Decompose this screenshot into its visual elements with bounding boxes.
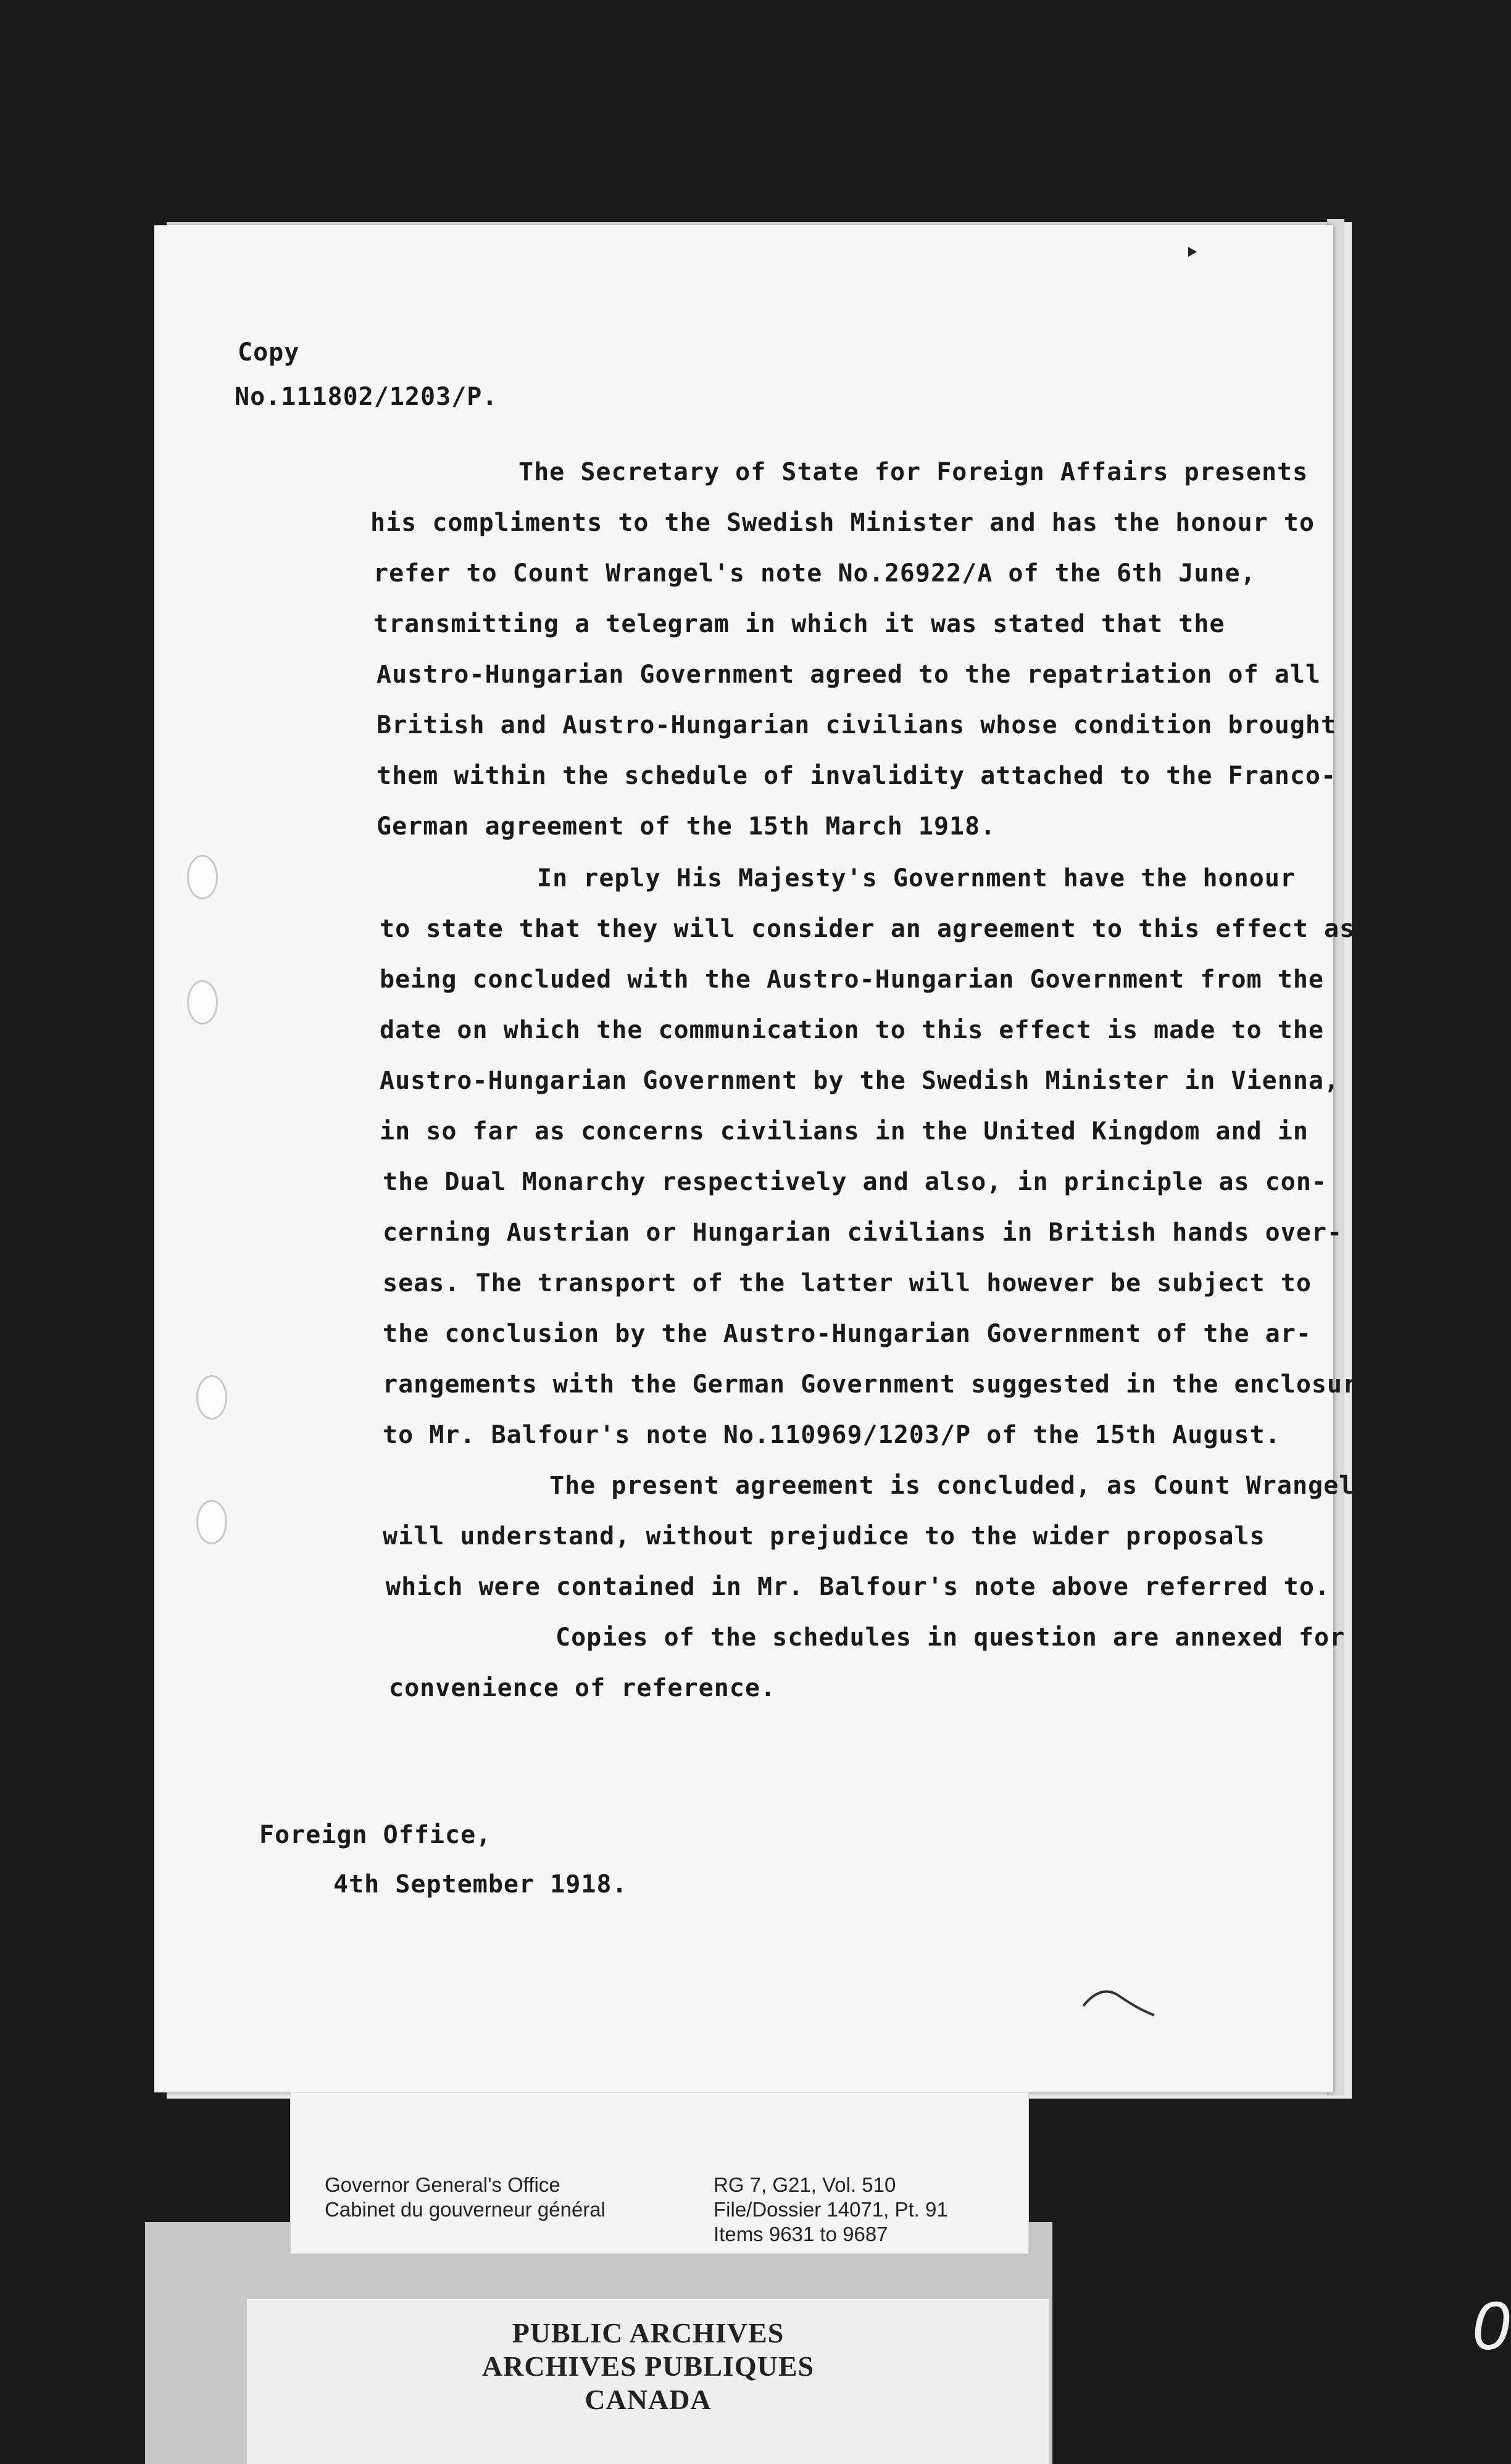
body-line: will understand, without prejudice to the wider proposals — [383, 1522, 1265, 1550]
body-line: cerning Austrian or Hungarian civilians in British hands over- — [383, 1218, 1343, 1247]
punch-hole — [187, 980, 218, 1025]
closing-date: 4th September 1918. — [333, 1870, 628, 1899]
body-line: his compliments to the Swedish Minister and has the honour to — [370, 509, 1315, 537]
body-line: the Dual Monarchy respectively and also, in principle as con- — [383, 1168, 1328, 1196]
body-line: In reply His Majesty's Government have the honour — [537, 864, 1296, 893]
body-line: British and Austro-Hungarian civilians whose condition brought — [377, 711, 1337, 739]
stamp-line-2: ARCHIVES PUBLIQUES — [481, 2350, 815, 2382]
handwritten-mark — [1080, 1981, 1160, 2018]
body-line: date on which the communication to this effect is made to the — [380, 1016, 1325, 1044]
body-line: refer to Count Wrangel's note No.26922/A of the 6th June, — [373, 559, 1256, 588]
body-line: transmitting a telegram in which it was stated that the — [373, 610, 1225, 638]
punch-hole — [187, 855, 218, 899]
body-line: convenience of reference. — [389, 1674, 776, 1702]
body-line: German agreement of the 15th March 1918. — [377, 812, 996, 841]
label-office-fr: Cabinet du gouverneur général — [325, 2198, 606, 2221]
body-line: to Mr. Balfour's note No.110969/1203/P of the 15th August. — [383, 1421, 1281, 1449]
label-file: File/Dossier 14071, Pt. 91 — [714, 2198, 948, 2221]
body-line: the conclusion by the Austro-Hungarian Government of the ar- — [383, 1320, 1312, 1348]
frame-mark: 0 — [1472, 2288, 1510, 2364]
margin-tick-mark — [1188, 247, 1197, 257]
label-record-group: RG 7, G21, Vol. 510 — [714, 2173, 896, 2196]
body-line: Copies of the schedules in question are annexed for — [556, 1623, 1346, 1652]
reference-number: No.111802/1203/P. — [235, 383, 498, 411]
body-line: rangements with the German Government suggested in the enclosure — [383, 1370, 1374, 1399]
stamp-line-1: PUBLIC ARCHIVES — [512, 2317, 785, 2349]
body-line: Austro-Hungarian Government agreed to the repatriation of all — [377, 660, 1322, 689]
body-line: seas. The transport of the latter will however be subject to — [383, 1269, 1312, 1297]
body-line: The Secretary of State for Foreign Affairs presents — [518, 458, 1309, 486]
body-line: being concluded with the Austro-Hungarian Government from the — [380, 965, 1325, 994]
body-line: them within the schedule of invalidity attached to the Franco- — [377, 762, 1337, 790]
label-items: Items 9631 to 9687 — [714, 2223, 888, 2245]
body-line: The present agreement is concluded, as Count Wrangel — [549, 1471, 1355, 1500]
punch-hole — [196, 1375, 227, 1420]
body-line: in so far as concerns civilians in the United Kingdom and in — [380, 1117, 1309, 1146]
punch-hole — [196, 1500, 227, 1544]
archive-stamp — [247, 2299, 1049, 2464]
document-page — [154, 225, 1333, 2092]
stamp-line-3: CANADA — [585, 2384, 712, 2415]
closing-office: Foreign Office, — [259, 1821, 492, 1849]
label-office-en: Governor General's Office — [325, 2173, 560, 2196]
body-line: to state that they will consider an agreement to this effect as — [380, 915, 1355, 943]
archive-label-card — [290, 2092, 1029, 2254]
body-line: Austro-Hungarian Government by the Swedish Minister in Vienna, — [380, 1067, 1340, 1095]
copy-label: Copy — [238, 338, 300, 367]
body-line: which were contained in Mr. Balfour's note above referred to. — [386, 1573, 1331, 1601]
